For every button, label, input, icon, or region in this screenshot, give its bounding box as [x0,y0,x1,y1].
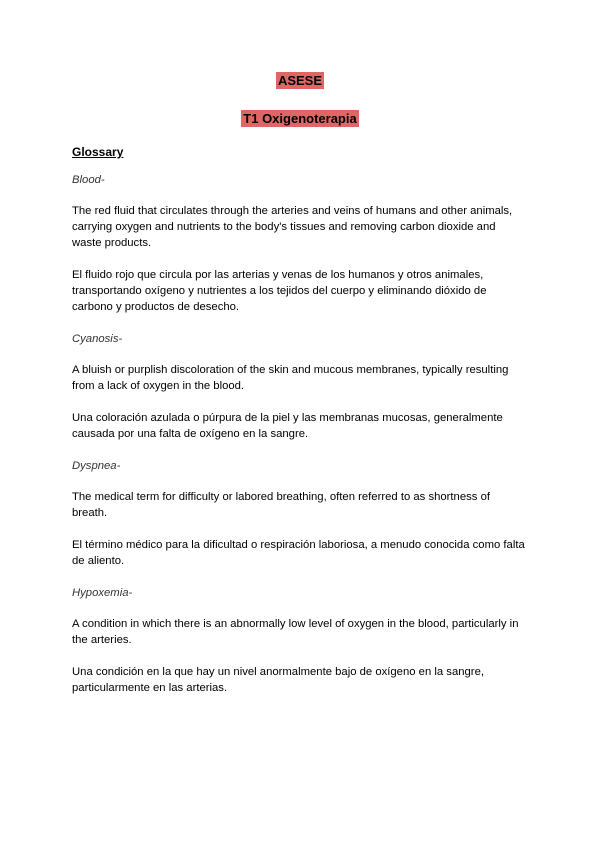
document-subtitle: T1 Oxigenoterapia [243,111,357,126]
glossary-entry-dyspnea [72,458,528,569]
glossary-heading: Glossary [72,145,124,159]
document-title: ASESE [277,73,323,88]
glossary-section [72,144,528,712]
glossary-term: Dyspnea- [72,460,121,472]
definition-english: The red fluid that circulates through the arteries and veins of humans and other animals, carrying oxygen and nutrients to the body's tissues and removing carbon dioxide and waste products. [72,205,513,249]
definition-spanish: El fluido rojo que circula por las arterias y venas de los humanos y otros animales, transportando oxígeno y nutrientes a los tejidos del cuerpo y eliminando dióxido de carbono y productos de desecho. [72,269,487,313]
document-title-wrap [0,72,600,90]
glossary-entry-hypoxemia [72,585,528,696]
definition-english: A bluish or purplish discoloration of the skin and mucous membranes, typically resulting from a lack of oxygen in the blood. [72,364,509,392]
definition-spanish: Una coloración azulada o púrpura de la piel y las membranas mucosas, generalmente causada por una falta de oxígeno en la sangre. [72,412,503,440]
glossary-entry-blood [72,172,528,315]
glossary-term: Hypoxemia- [72,587,133,599]
glossary-entry-cyanosis [72,331,528,442]
definition-english: A condition in which there is an abnormally low level of oxygen in the blood, particularly in the arteries. [72,618,519,646]
definition-spanish: El término médico para la dificultad o respiración laboriosa, a menudo conocida como falta de aliento. [72,539,525,567]
glossary-term: Cyanosis- [72,333,123,345]
document-subtitle-wrap [0,110,600,128]
definition-spanish: Una condición en la que hay un nivel anormalmente bajo de oxígeno en la sangre, particularmente en las arterias. [72,666,484,694]
glossary-term: Blood- [72,174,105,186]
definition-english: The medical term for difficulty or labored breathing, often referred to as shortness of breath. [72,491,490,519]
